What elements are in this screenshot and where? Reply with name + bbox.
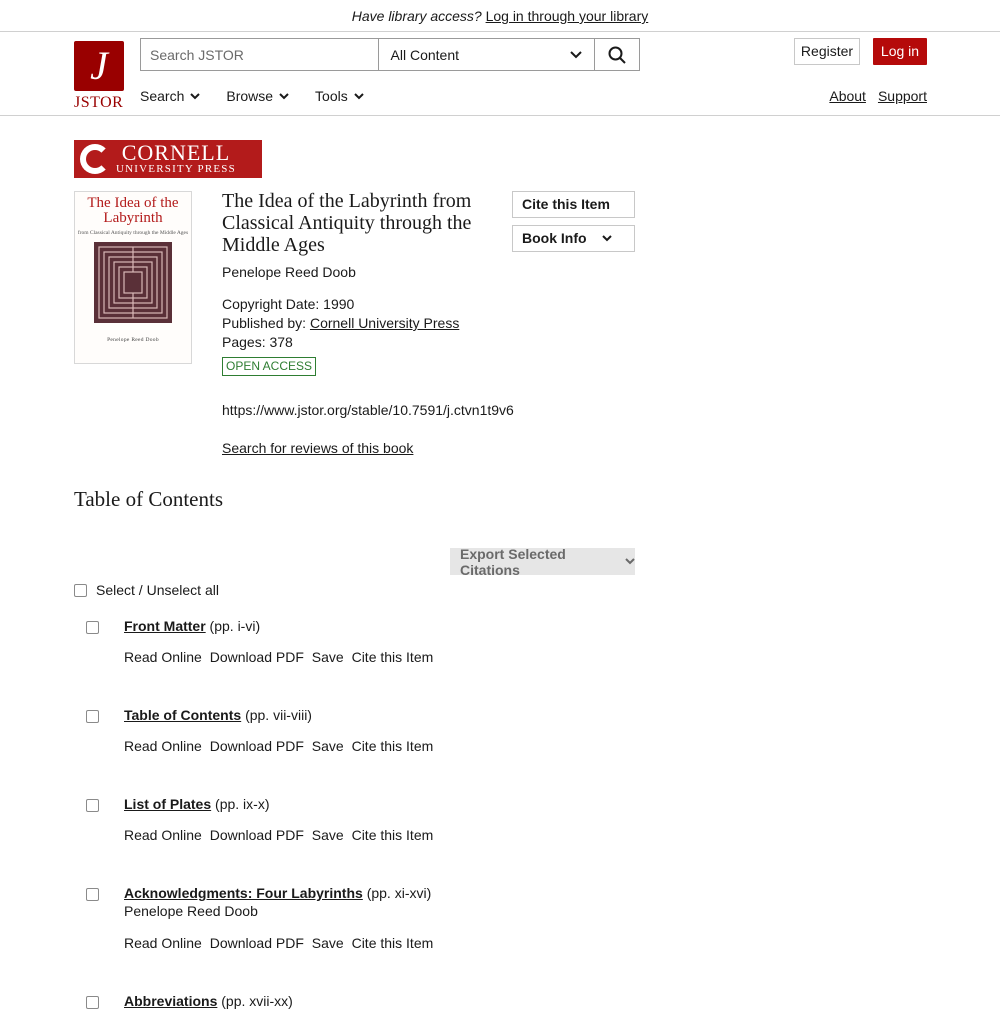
register-button[interactable]: Register xyxy=(794,38,860,65)
cover-title: The Idea of the Labyrinth xyxy=(87,195,179,226)
toc-item-actions xyxy=(124,738,437,754)
toc-item-checkbox[interactable] xyxy=(86,710,99,723)
published-by: Published by: Cornell University Press xyxy=(222,315,460,331)
toc-item-checkbox[interactable] xyxy=(86,996,99,1009)
jstor-logo[interactable] xyxy=(74,41,125,113)
download-pdf-link[interactable]: Download PDF xyxy=(209,827,304,843)
book-title: The Idea of the Labyrinth from Classical Antiquity through the Middle Ages xyxy=(222,190,472,256)
toc-item-pages: (pp. xvii-xx) xyxy=(217,993,293,1009)
book-info-button[interactable]: Book Info xyxy=(512,225,635,252)
cite-item-link[interactable]: Cite this Item xyxy=(351,935,434,951)
search-scope-value: All Content xyxy=(390,46,459,63)
save-link[interactable]: Save xyxy=(311,827,344,843)
select-all[interactable] xyxy=(74,580,219,600)
chevron-down-icon xyxy=(625,558,635,565)
toc-item-title[interactable]: Abbreviations xyxy=(124,993,218,1009)
copyright-date: Copyright Date: 1990 xyxy=(222,296,355,312)
toc-item-title[interactable]: List of Plates xyxy=(124,796,212,812)
book-cover xyxy=(74,191,192,364)
search-scope-select[interactable] xyxy=(379,39,596,70)
chevron-down-icon xyxy=(354,93,364,100)
chevron-down-icon xyxy=(602,235,612,242)
header-divider xyxy=(0,115,1000,116)
read-online-link[interactable]: Read Online xyxy=(124,935,202,951)
about-link[interactable]: About xyxy=(829,88,866,104)
book-author: Penelope Reed Doob xyxy=(222,264,356,280)
download-pdf-link[interactable]: Download PDF xyxy=(209,935,304,951)
cover-author: Penelope Reed Doob xyxy=(107,337,159,343)
search-submit-button[interactable] xyxy=(595,39,639,70)
toc-item xyxy=(86,796,646,846)
search-reviews-link[interactable]: Search for reviews of this book xyxy=(222,440,414,456)
save-link[interactable]: Save xyxy=(311,935,344,951)
toc-item-pages: (pp. xi-xvi) xyxy=(362,885,432,901)
page-count: Pages: 378 xyxy=(222,334,293,350)
chevron-down-icon xyxy=(570,51,582,59)
library-login-link[interactable]: Log in through your library xyxy=(485,8,649,24)
publisher-logo-line1: CORNELL xyxy=(121,140,231,165)
toc-item-title[interactable]: Table of Contents xyxy=(124,707,242,723)
nav-browse-menu[interactable]: Browse xyxy=(226,86,289,106)
login-button[interactable]: Log in xyxy=(873,38,927,65)
publisher-logo[interactable] xyxy=(74,140,262,178)
toc-item-title[interactable]: Acknowledgments: Four Labyrinths xyxy=(124,885,363,901)
chevron-down-icon xyxy=(190,93,200,100)
search-icon xyxy=(608,46,626,64)
open-access-badge: OPEN ACCESS xyxy=(222,357,316,376)
search-bar xyxy=(140,38,640,71)
toc-item-author: Penelope Reed Doob xyxy=(124,903,258,919)
toc-item-pages: (pp. i-vi) xyxy=(205,618,261,634)
toc-item xyxy=(86,885,646,955)
toc-item xyxy=(86,707,646,757)
toc-heading: Table of Contents xyxy=(74,487,223,511)
main-nav xyxy=(140,86,390,106)
support-link[interactable]: Support xyxy=(877,88,927,104)
cite-item-link[interactable]: Cite this Item xyxy=(351,827,434,843)
nav-search-menu[interactable]: Search xyxy=(140,86,200,106)
read-online-link[interactable]: Read Online xyxy=(124,827,202,843)
toc-item-actions xyxy=(124,649,437,665)
jstor-logo-mark: J xyxy=(74,41,124,91)
publisher-logo-line2: UNIVERSITY PRESS xyxy=(116,163,236,175)
cornell-seal-icon xyxy=(80,144,110,174)
toc-item-checkbox[interactable] xyxy=(86,621,99,634)
library-access-banner xyxy=(0,0,1000,32)
stable-url: https://www.jstor.org/stable/10.7591/j.ctvn1t9v6 xyxy=(222,402,514,418)
select-all-checkbox[interactable] xyxy=(74,584,87,597)
search-input[interactable] xyxy=(141,39,379,70)
toc-item-pages: (pp. vii-viii) xyxy=(241,707,312,723)
publisher-link[interactable]: Cornell University Press xyxy=(309,315,460,331)
toc-item-actions xyxy=(124,827,437,843)
jstor-logo-word: JSTOR xyxy=(74,94,124,111)
download-pdf-link[interactable]: Download PDF xyxy=(209,738,304,754)
save-link[interactable]: Save xyxy=(311,738,344,754)
cite-this-item-button[interactable]: Cite this Item xyxy=(512,191,635,218)
cite-item-link[interactable]: Cite this Item xyxy=(351,649,434,665)
labyrinth-image xyxy=(94,242,172,323)
cover-subtitle: from Classical Antiquity through the Middle Ages xyxy=(77,230,189,236)
book-metadata xyxy=(222,295,459,352)
export-citations-button[interactable]: Export Selected Citations xyxy=(450,548,635,575)
download-pdf-link[interactable]: Download PDF xyxy=(209,649,304,665)
toc-item-actions xyxy=(124,935,437,951)
toc-item-checkbox[interactable] xyxy=(86,799,99,812)
toc-item xyxy=(86,618,646,668)
read-online-link[interactable]: Read Online xyxy=(124,738,202,754)
utility-links xyxy=(817,86,927,106)
toc-item-title[interactable]: Front Matter xyxy=(124,618,206,634)
read-online-link[interactable]: Read Online xyxy=(124,649,202,665)
nav-tools-menu[interactable]: Tools xyxy=(315,86,364,106)
cite-item-link[interactable]: Cite this Item xyxy=(351,738,434,754)
toc-item xyxy=(86,993,646,1009)
select-all-label: Select / Unselect all xyxy=(96,582,219,598)
toc-item-checkbox[interactable] xyxy=(86,888,99,901)
library-access-prompt: Have library access? xyxy=(351,8,482,24)
toc-item-pages: (pp. ix-x) xyxy=(211,796,270,812)
chevron-down-icon xyxy=(279,93,289,100)
save-link[interactable]: Save xyxy=(311,649,344,665)
